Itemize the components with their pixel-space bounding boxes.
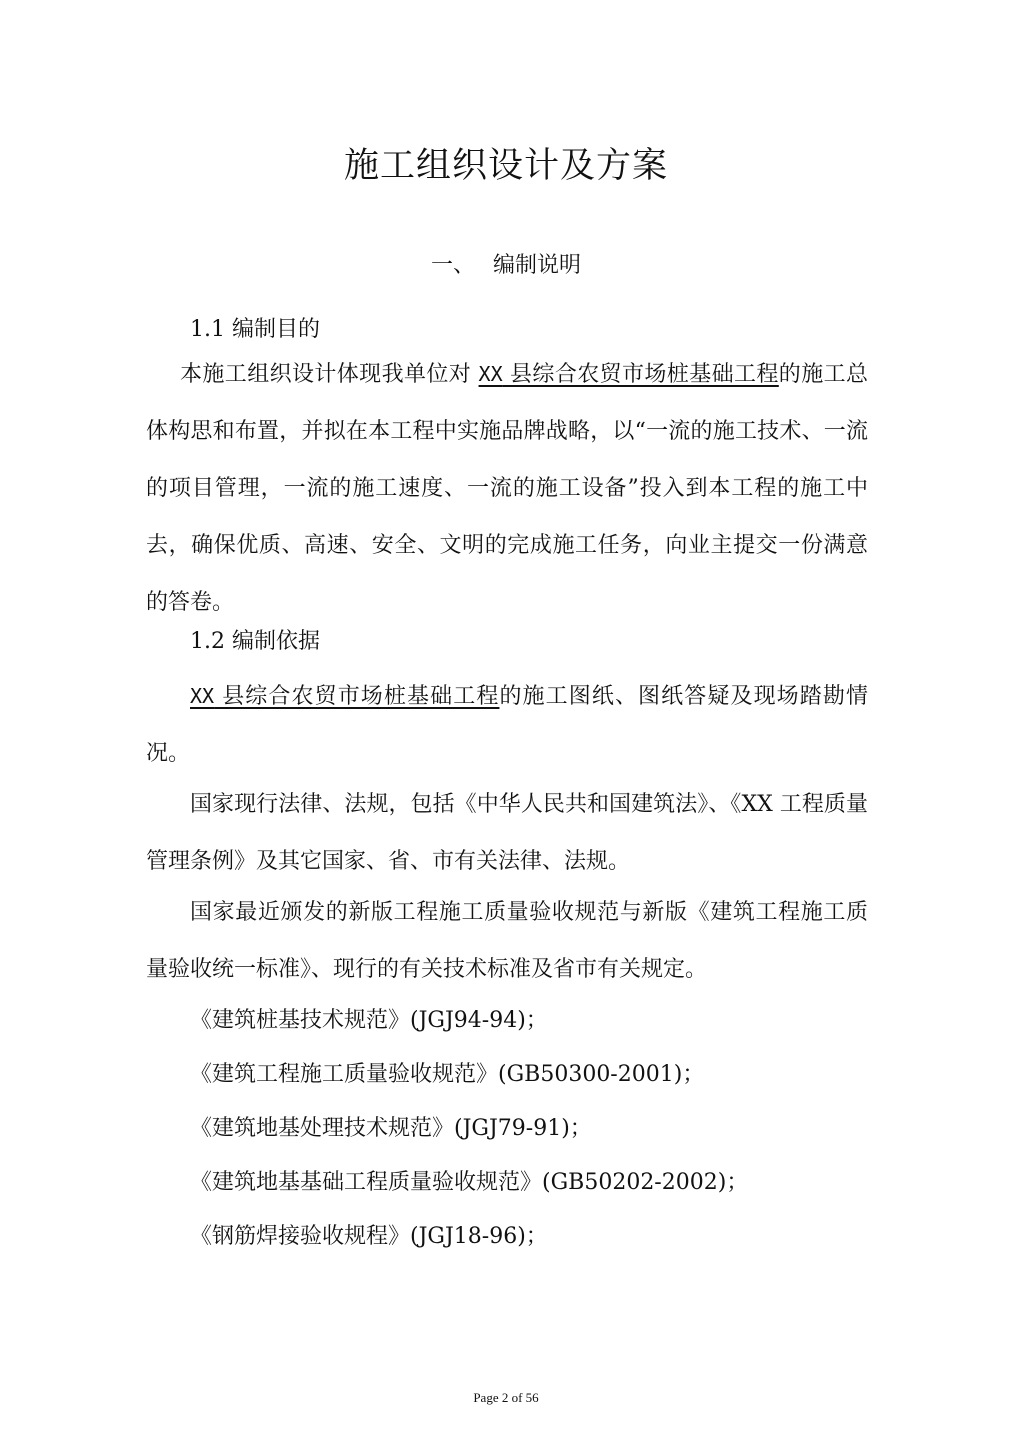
standard-item: 《建筑地基处理技术规范》(JGJ79-91)； [190, 1116, 592, 1141]
subsection-heading-1-1: 1.1 编制目的 [190, 317, 320, 342]
project-name-2 [190, 684, 499, 709]
standard-item: 《钢筋焊接验收规程》(JGJ18-96)； [190, 1224, 548, 1249]
subsection-heading-1-2: 1.2 编制依据 [190, 629, 320, 654]
project-name [479, 362, 779, 387]
project-name-xx: XX [478, 362, 503, 386]
standard-item: 《建筑工程施工质量验收规范》(GB50300-2001)； [190, 1062, 705, 1087]
standard-item: 《建筑桩基技术规范》(JGJ94-94)； [190, 1008, 548, 1033]
paragraph-basis-3: 国家最近颁发的新版工程施工质量验收规范与新版《建筑工程施工质量验收统一标准》、现行的有关技术标准及省市有关规定。 [146, 900, 868, 982]
section-number: 一、 [430, 253, 475, 278]
paragraph-basis-1-post: 的施工图纸、图纸答疑及现场踏勘情况。 [146, 684, 868, 766]
standard-item: 《建筑地基基础工程质量验收规范》(GB50202-2002)； [190, 1170, 749, 1195]
section-heading [0, 248, 1012, 279]
document-title: 施工组织设计及方案 [343, 146, 668, 186]
section-title: 编制说明 [493, 253, 582, 278]
project-name-2-xx: XX [190, 684, 215, 708]
paragraph-purpose [146, 346, 868, 631]
project-name-rest: 县综合农贸市场桩基础工程 [502, 362, 779, 387]
page-footer: Page 2 of 56 [473, 1390, 539, 1405]
project-name-2-rest: 县综合农贸市场桩基础工程 [214, 684, 500, 709]
paragraph-basis-2: 国家现行法律、法规，包括《中华人民共和国建筑法》、《XX 工程质量管理条例》及其它国家、省、市有关法律、法规。 [146, 792, 868, 874]
paragraph-purpose-pre: 本施工组织设计体现我单位对 [180, 362, 479, 387]
paragraph-basis-1 [146, 668, 868, 782]
paragraph-purpose-post: 的施工总体构思和布置，并拟在本工程中实施品牌战略，以“一流的施工技术、一流的项目管理，一流的施工速度、一流的施工设备”投入到本工程的施工中去，确保优质、高速、安全、文明的完成施工任务，向业主提交一份满意的答卷。 [146, 362, 868, 615]
